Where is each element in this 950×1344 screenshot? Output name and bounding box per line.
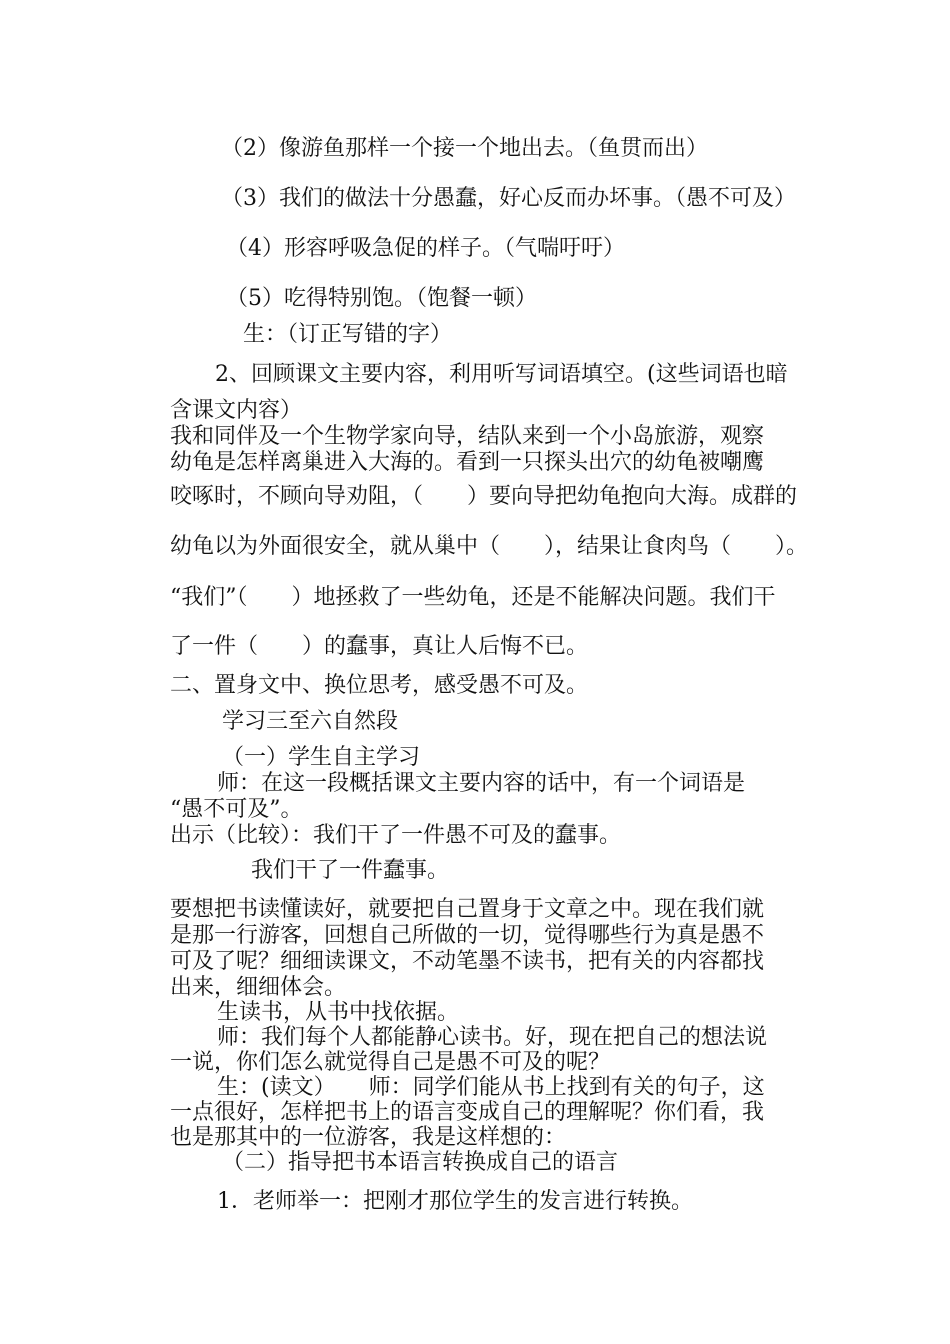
subsection-heading: （一）学生自主学习 (222, 745, 421, 770)
text-line: 2、回顾课文主要内容，利用听写词语填空。(这些词语也暗 (215, 362, 788, 387)
text-line: 1．老师举一：把刚才那位学生的发言进行转换。 (217, 1189, 693, 1214)
text-line: （4）形容呼吸急促的样子。（气喘吁吁） (226, 236, 625, 261)
text-line: 含课文内容） (170, 398, 303, 423)
text-line: （5）吃得特别饱。（饱餐一顿） (226, 286, 537, 311)
text-line: 可及了呢？细细读课文，不动笔墨不读书，把有关的内容都找 (170, 949, 765, 974)
text-line: “我们”（ ）地拯救了一些幼龟，还是不能解决问题。我们干 (170, 585, 776, 610)
text-line: 咬啄时，不顾向导劝阻，（ ）要向导把幼龟抱向大海。成群的 (170, 484, 798, 509)
text-line: 是那一行游客，回想自己所做的一切，觉得哪些行为真是愚不 (170, 923, 765, 948)
text-line: 生：(读文） 师：同学们能从书上找到有关的句子，这 (217, 1075, 765, 1100)
text-line: 生：（订正写错的字） (243, 322, 453, 347)
text-line: 要想把书读懂读好，就要把自己置身于文章之中。现在我们就 (170, 897, 765, 922)
text-line: （3）我们的做法十分愚蠢，好心反而办坏事。（愚不可及） (221, 186, 796, 211)
text-line: 一说，你们怎么就觉得自己是愚不可及的呢？ (170, 1050, 611, 1075)
text-line: “愚不可及”。 (170, 797, 303, 822)
text-line: 出示（比较）：我们干了一件愚不可及的蠢事。 (170, 823, 622, 848)
text-line: 我和同伴及一个生物学家向导，结队来到一个小岛旅游，观察 (170, 424, 765, 449)
subsection-heading: （二）指导把书本语言转换成自己的语言 (222, 1150, 619, 1175)
subsection-heading: 学习三至六自然段 (222, 709, 399, 734)
section-heading: 二、置身文中、换位思考，感受愚不可及。 (170, 673, 589, 698)
text-line: 幼龟以为外面很安全，就从巢中（ ），结果让食肉鸟（ ）。 (170, 534, 809, 559)
text-line: 师：在这一段概括课文主要内容的话中，有一个词语是 (217, 771, 746, 796)
text-line: 了一件（ ）的蠢事，真让人后悔不已。 (170, 634, 589, 659)
text-line: 幼龟是怎样离巢进入大海的。看到一只探头出穴的幼龟被嘲鹰 (170, 450, 765, 475)
text-line: （2）像游鱼那样一个接一个地出去。（鱼贯而出） (221, 136, 708, 161)
text-line: 师：我们每个人都能静心读书。好，现在把自己的想法说 (217, 1025, 768, 1050)
text-line: 出来，细细体会。 (170, 975, 347, 1000)
text-line: 一点很好，怎样把书上的语言变成自己的理解呢？你们看，我 (170, 1100, 765, 1125)
text-line: 我们干了一件蠢事。 (251, 858, 450, 883)
text-line: 生读书，从书中找依据。 (217, 1000, 460, 1025)
text-line: 也是那其中的一位游客，我是这样想的： (170, 1125, 567, 1150)
